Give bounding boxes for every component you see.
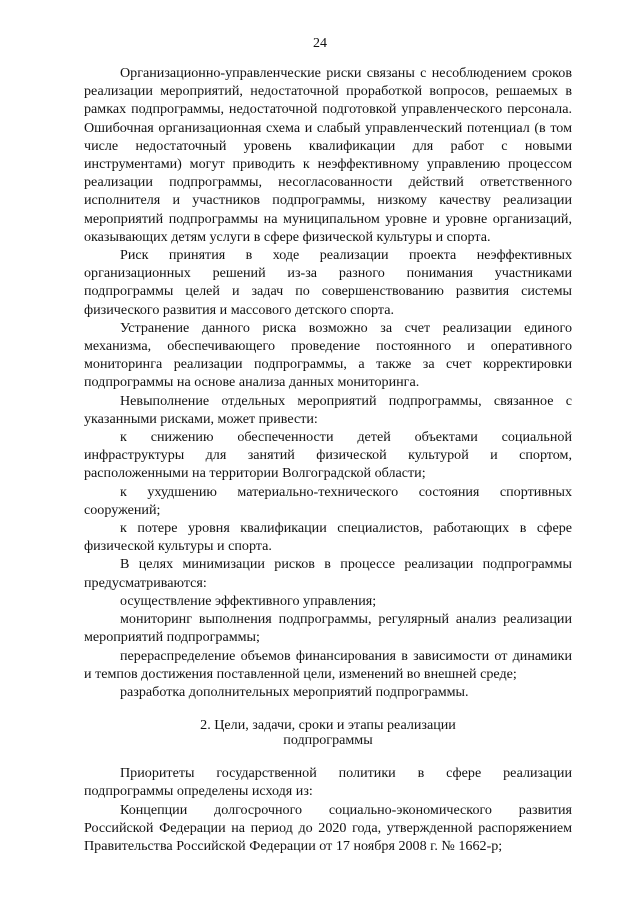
list-item-measure: мониторинг выполнения подпрограммы, регулярный анализ реализации мероприятий подпрограммы; — [84, 611, 572, 646]
section-heading-line: 2. Цели, задачи, сроки и этапы реализации — [200, 717, 456, 734]
list-item-consequence: к ухудшению материально-технического состояния спортивных сооружений; — [84, 483, 572, 518]
paragraph-risk-elimination: Устранение данного риска возможно за счет реализации единого механизма, обеспечивающего проведение постоянного и оперативного мониторинга реализации подпрограммы, а также за счет корректировки подпрограммы на основе анализа данных мониторинга. — [84, 319, 572, 391]
paragraph-minimization-intro: В целях минимизации рисков в процессе реализации подпрограммы предусматриваются: — [84, 556, 572, 591]
paragraph-concept-reference: Концепции долгосрочного социально-экономического развития Российской Федерации на период до 2020 года, утвержденной распоряжением Правительства Российской Федерации от 17 ноября 2008 г. № 1662-р; — [84, 801, 572, 854]
document-body — [84, 64, 572, 855]
list-item-measure: осуществление эффективного управления; — [120, 592, 377, 609]
paragraph-decision-risk: Риск принятия в ходе реализации проекта неэффективных организационных решений из-за разного понимания участниками подпрограммы целей и задач по совершенствованию развития системы физического развития и массового детского спорта. — [84, 247, 572, 318]
section-heading — [84, 718, 572, 748]
list-item-measure: перераспределение объемов финансирования в зависимости от динамики и темпов достижения поставленной цели, изменений во внешней среде; — [84, 647, 572, 682]
paragraph-organizational-risks: Организационно-управленческие риски связаны с несоблюдением сроков реализации мероприятий, недостаточной проработкой вопросов, решаемых в рамках подпрограммы, недостаточной подготовкой управленческого персонала. Ошибочная организационная схема и слабый управленческий потенциал (в том числе недостаточный уровень квалификации для работ с новыми инструментами) могут приводить к неэффективному управлению процессом реализации подпрограммы, несогласованности действий ответственного исполнителя и участников подпрограммы, низкому качеству реализации мероприятий подпрограммы на муниципальном уровне и уровне организаций, оказывающих детям услуги в сфере физической культуры и спорта. — [84, 65, 572, 245]
list-item-consequence: к снижению обеспеченности детей объектами социальной инфраструктуры для занятий физической культурой и спортом, расположенными на территории Волгоградской области; — [84, 429, 572, 482]
list-item-measure: разработка дополнительных мероприятий подпрограммы. — [120, 683, 469, 700]
paragraph-consequences-intro: Невыполнение отдельных мероприятий подпрограммы, связанное с указанными рисками, может привести: — [84, 392, 572, 427]
paragraph-priorities: Приоритеты государственной политики в сфере реализации подпрограммы определены исходя из: — [84, 765, 572, 800]
list-item-consequence: к потере уровня квалификации специалистов, работающих в сфере физической культуры и спорта. — [84, 520, 572, 555]
page-number: 24 — [313, 36, 327, 51]
section-heading-line: подпрограммы — [283, 732, 373, 749]
